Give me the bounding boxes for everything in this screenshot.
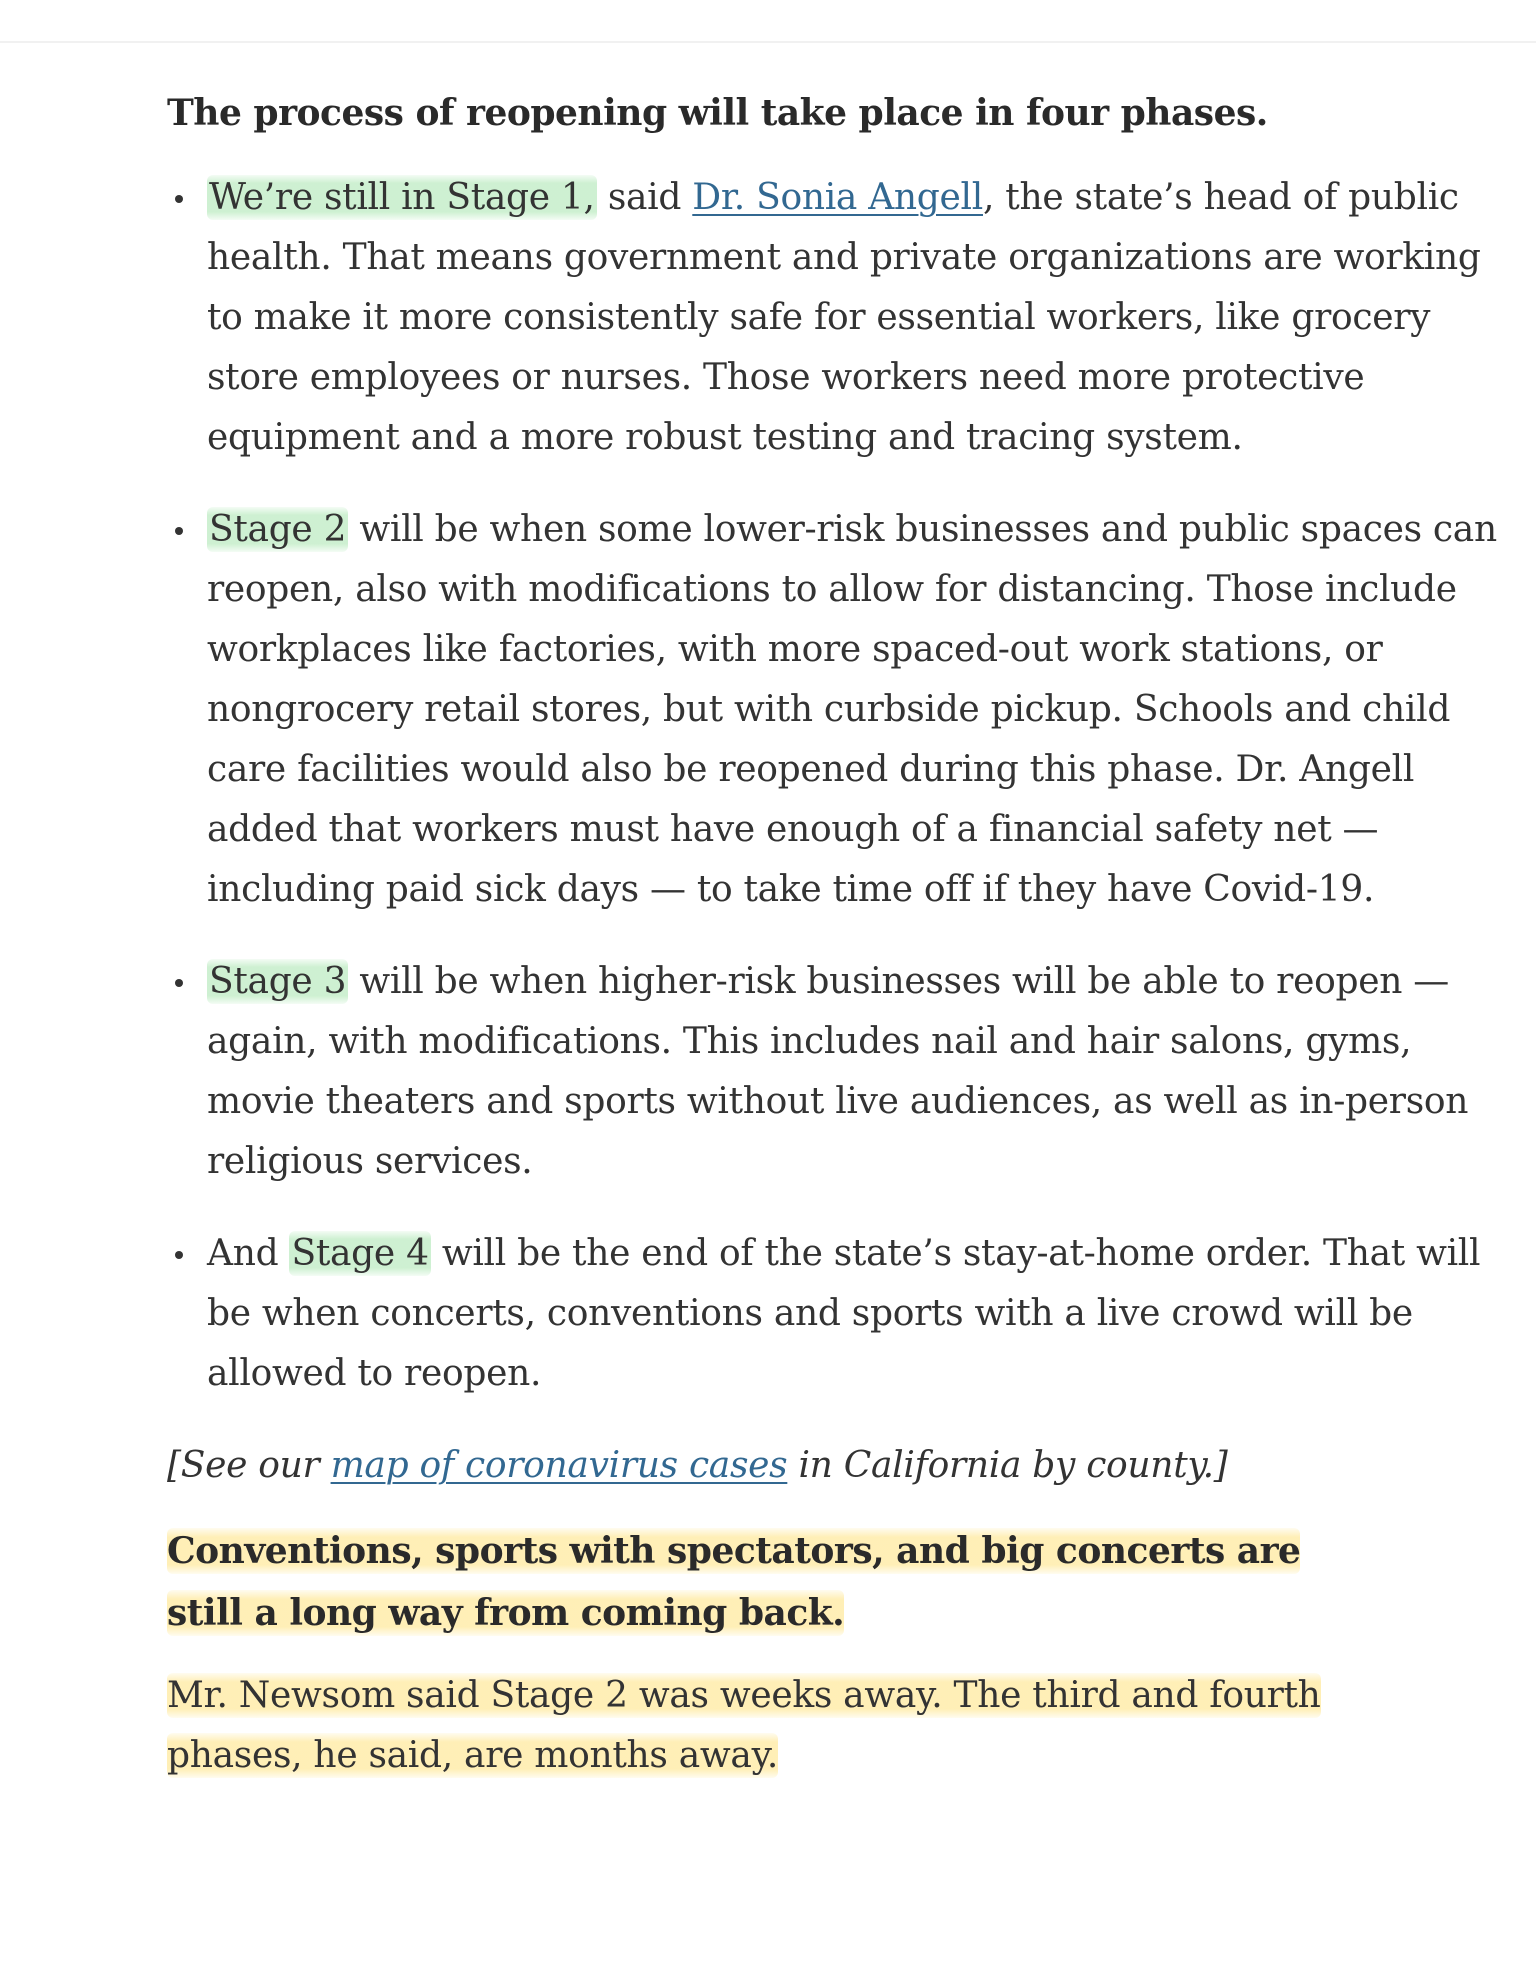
stage-3-highlight: Stage 3 xyxy=(209,961,347,1002)
subhead-highlight: Conventions, sports with spectators, and big concerts are still a long way from coming back. xyxy=(167,1530,1301,1634)
article-body xyxy=(167,82,1497,1786)
stage-1-highlight: We’re still in Stage 1, xyxy=(209,177,595,218)
section-lead: The process of reopening will take place in four phases. xyxy=(167,92,1268,134)
stages-list xyxy=(167,168,1497,1404)
stage-2-highlight: Stage 2 xyxy=(209,509,347,550)
map-of-cases-link[interactable]: map of coronavirus cases xyxy=(330,1445,788,1486)
stage-1-mid: said xyxy=(596,177,693,218)
top-divider xyxy=(0,41,1536,43)
section-subhead xyxy=(167,1520,1327,1644)
see-also-prefix: [See our xyxy=(167,1445,331,1486)
closing-paragraph xyxy=(167,1666,1327,1786)
stage-3-text: will be when higher-risk businesses will be able to reopen — again, with modifications. This includes nail and hair salons, gyms, movie theaters and sports without live audiences, as well as in-person religious services. xyxy=(207,961,1469,1182)
bullet-icon xyxy=(175,195,183,203)
stage-4-text: will be the end of the state’s stay-at-home order. That will be when concerts, conventions and sports with a live crowd will be allowed to reopen. xyxy=(207,1233,1481,1394)
bullet-icon xyxy=(175,527,183,535)
stage-1-text: , the state’s head of public health. That means government and private organizations are working to make it more consistently safe for essential workers, like grocery store employees or nurses. Those workers need more protective equipment and a more robust testing and tracing system. xyxy=(207,177,1481,458)
stage-4-highlight: Stage 4 xyxy=(291,1233,429,1274)
stage-4-prefix: And xyxy=(207,1233,290,1274)
see-also-note xyxy=(167,1436,1367,1496)
stage-2-text: will be when some lower-risk businesses and public spaces can reopen, also with modifications to allow for distancing. Those include workplaces like factories, with more spaced-out work stations, or nongrocery retail stores, but with curbside pickup. Schools and child care facilities would also be reopened during this phase. Dr. Angell added that workers must have enough of a financial safety net — including paid sick days — to take time off if they have Covid-19. xyxy=(207,509,1497,910)
closing-highlight: Mr. Newsom said Stage 2 was weeks away. The third and fourth phases, he said, are months away. xyxy=(167,1675,1321,1776)
bullet-icon xyxy=(175,979,183,987)
sonia-angell-link[interactable]: Dr. Sonia Angell xyxy=(692,177,983,218)
bullet-icon xyxy=(175,1251,183,1259)
list-item-stage-1 xyxy=(167,168,1507,468)
list-item-stage-4 xyxy=(167,1224,1507,1404)
list-item-stage-3 xyxy=(167,952,1507,1192)
see-also-suffix: in California by county.] xyxy=(787,1445,1228,1486)
list-item-stage-2 xyxy=(167,500,1507,920)
